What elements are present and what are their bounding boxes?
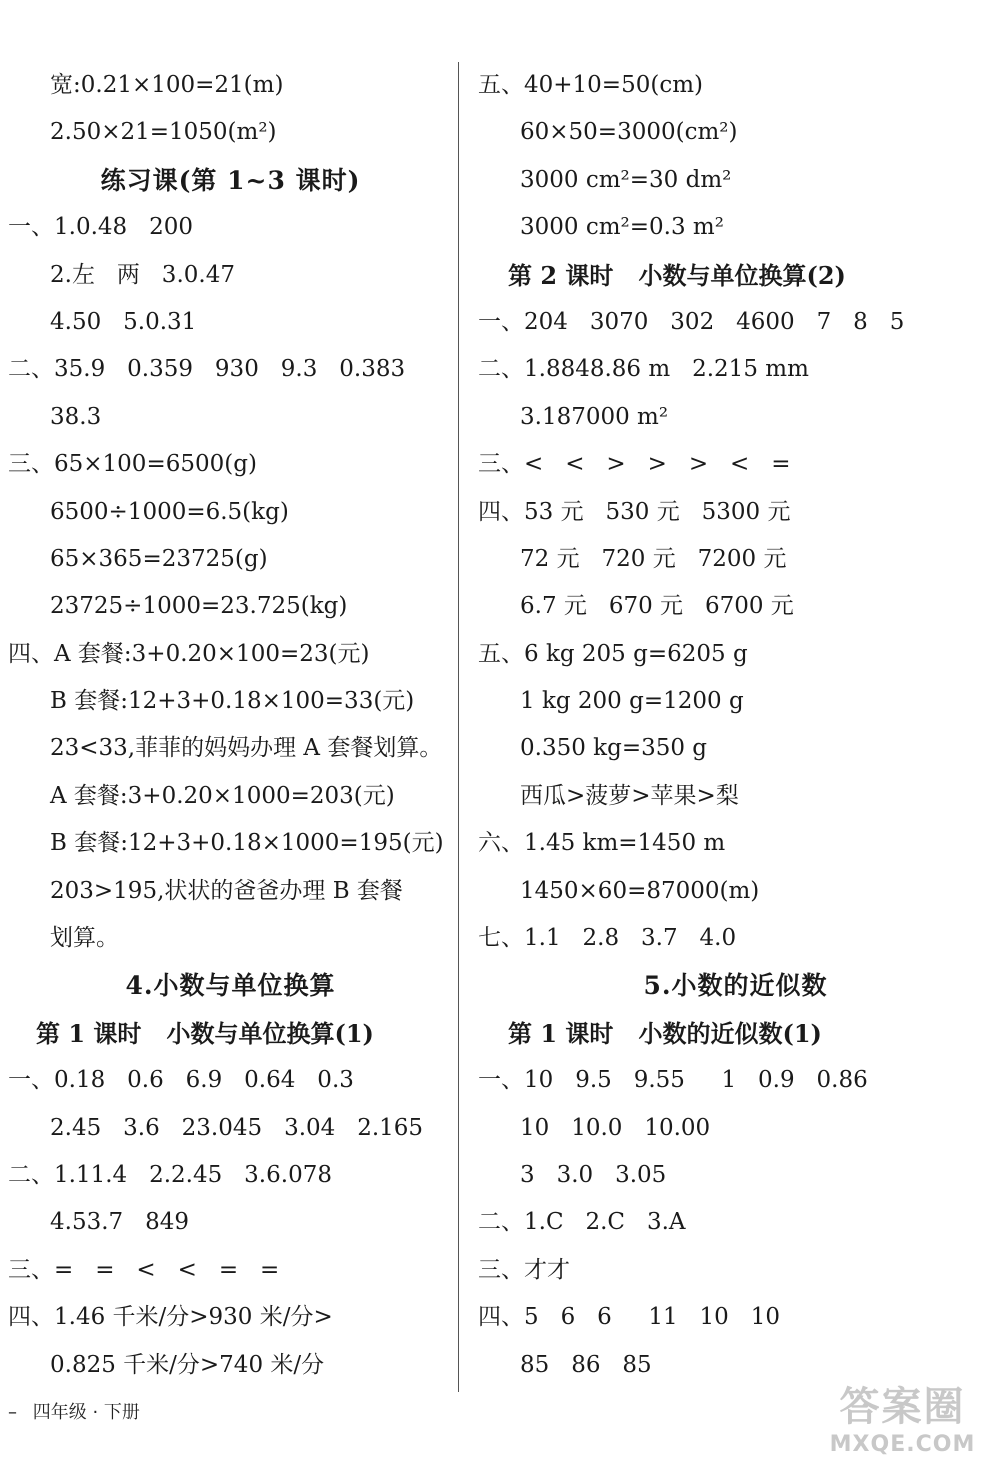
section-heading: 4.小数与单位换算 [125, 971, 336, 1001]
answer-line: 三、= = < < = = [8, 1256, 280, 1283]
footer-dash: – [8, 1402, 17, 1423]
answer-line: 10 10.0 10.00 [520, 1114, 711, 1141]
answer-line: 二、1.8848.86 m 2.215 mm [478, 356, 809, 383]
answer-line: 38.3 [50, 403, 102, 430]
answer-line: B 套餐:12+3+0.18×100=33(元) [50, 688, 415, 715]
answer-line: 3000 cm²=0.3 m² [520, 214, 724, 241]
lesson-heading: 第 1 课时 小数的近似数(1) [508, 1018, 822, 1048]
answer-line: 85 86 85 [520, 1351, 652, 1378]
answer-line: 203>195,状状的爸爸办理 B 套餐 [50, 877, 403, 904]
answer-line: 3 3.0 3.05 [520, 1161, 667, 1188]
answer-line: 2.45 3.6 23.045 3.04 2.165 [50, 1114, 424, 1141]
answer-line: 23<33,菲菲的妈妈办理 A 套餐划算。 [50, 735, 443, 762]
answer-line: 二、1.11.4 2.2.45 3.6.078 [8, 1161, 332, 1188]
answer-line: 西瓜>菠萝>苹果>梨 [520, 782, 739, 809]
answer-line: 六、1.45 km=1450 m [478, 830, 726, 857]
answer-line: 23725÷1000=23.725(kg) [50, 593, 348, 620]
answer-line: 二、1.C 2.C 3.A [478, 1209, 686, 1236]
answer-line: 4.50 5.0.31 [50, 308, 197, 335]
answer-line: 6500÷1000=6.5(kg) [50, 498, 289, 525]
answer-line: B 套餐:12+3+0.18×1000=195(元) [50, 830, 444, 857]
answer-line: 1450×60=87000(m) [520, 877, 760, 904]
answer-line: 3.187000 m² [520, 403, 669, 430]
answer-line: A 套餐:3+0.20×1000=203(元) [50, 782, 395, 809]
column-divider [458, 62, 459, 1392]
answer-line: 72 元 720 元 7200 元 [520, 545, 787, 572]
right-column [478, 62, 993, 1389]
answer-line: 一、10 9.5 9.55 1 0.9 0.86 [478, 1067, 868, 1094]
answer-line: 65×365=23725(g) [50, 545, 268, 572]
answer-line: 宽:0.21×100=21(m) [50, 72, 284, 98]
answer-line: 五、6 kg 205 g=6205 g [478, 640, 748, 667]
page-footer [8, 1398, 140, 1424]
answer-line: 二、35.9 0.359 930 9.3 0.383 [8, 356, 406, 383]
answer-line: 一、204 3070 302 4600 7 8 5 [478, 308, 905, 335]
watermark-url: MXQE.COM [829, 1432, 976, 1457]
answer-line: 60×50=3000(cm²) [520, 119, 738, 146]
answer-line: 一、0.18 0.6 6.9 0.64 0.3 [8, 1067, 354, 1094]
answer-line: 七、1.1 2.8 3.7 4.0 [478, 925, 737, 952]
left-column [8, 62, 453, 1389]
answer-line: 三、65×100=6500(g) [8, 451, 257, 478]
watermark-title: 答案圈 [839, 1384, 966, 1430]
answer-line: 2.左 两 3.0.47 [50, 261, 235, 288]
lesson-heading: 第 2 课时 小数与单位换算(2) [508, 260, 846, 290]
footer-grade-label: 四年级 · 下册 [32, 1402, 140, 1423]
answer-line: 4.53.7 849 [50, 1209, 189, 1236]
answer-line: 0.350 kg=350 g [520, 735, 708, 762]
section-heading: 5.小数的近似数 [643, 971, 828, 1001]
answer-line: 三、才才 [478, 1256, 570, 1283]
answer-line: 三、< < > > > < = [478, 451, 791, 478]
watermark-logo [815, 1383, 990, 1463]
answer-line: 2.50×21=1050(m²) [50, 119, 277, 146]
answer-line: 一、1.0.48 200 [8, 214, 193, 241]
answer-line: 1 kg 200 g=1200 g [520, 688, 744, 715]
answer-line: 四、53 元 530 元 5300 元 [478, 498, 791, 525]
answer-line: 0.825 千米/分>740 米/分 [50, 1351, 325, 1378]
answer-line: 四、1.46 千米/分>930 米/分> [8, 1304, 333, 1331]
answer-line: 五、40+10=50(cm) [478, 72, 703, 98]
answer-line: 6.7 元 670 元 6700 元 [520, 593, 794, 620]
lesson-heading: 第 1 课时 小数与单位换算(1) [36, 1018, 374, 1048]
answer-line: 划算。 [50, 925, 119, 952]
section-heading: 练习课(第 1~3 课时) [100, 165, 361, 195]
answer-line: 四、5 6 6 11 10 10 [478, 1304, 780, 1331]
answer-line: 3000 cm²=30 dm² [520, 166, 732, 193]
answer-line: 四、A 套餐:3+0.20×100=23(元) [8, 640, 370, 667]
